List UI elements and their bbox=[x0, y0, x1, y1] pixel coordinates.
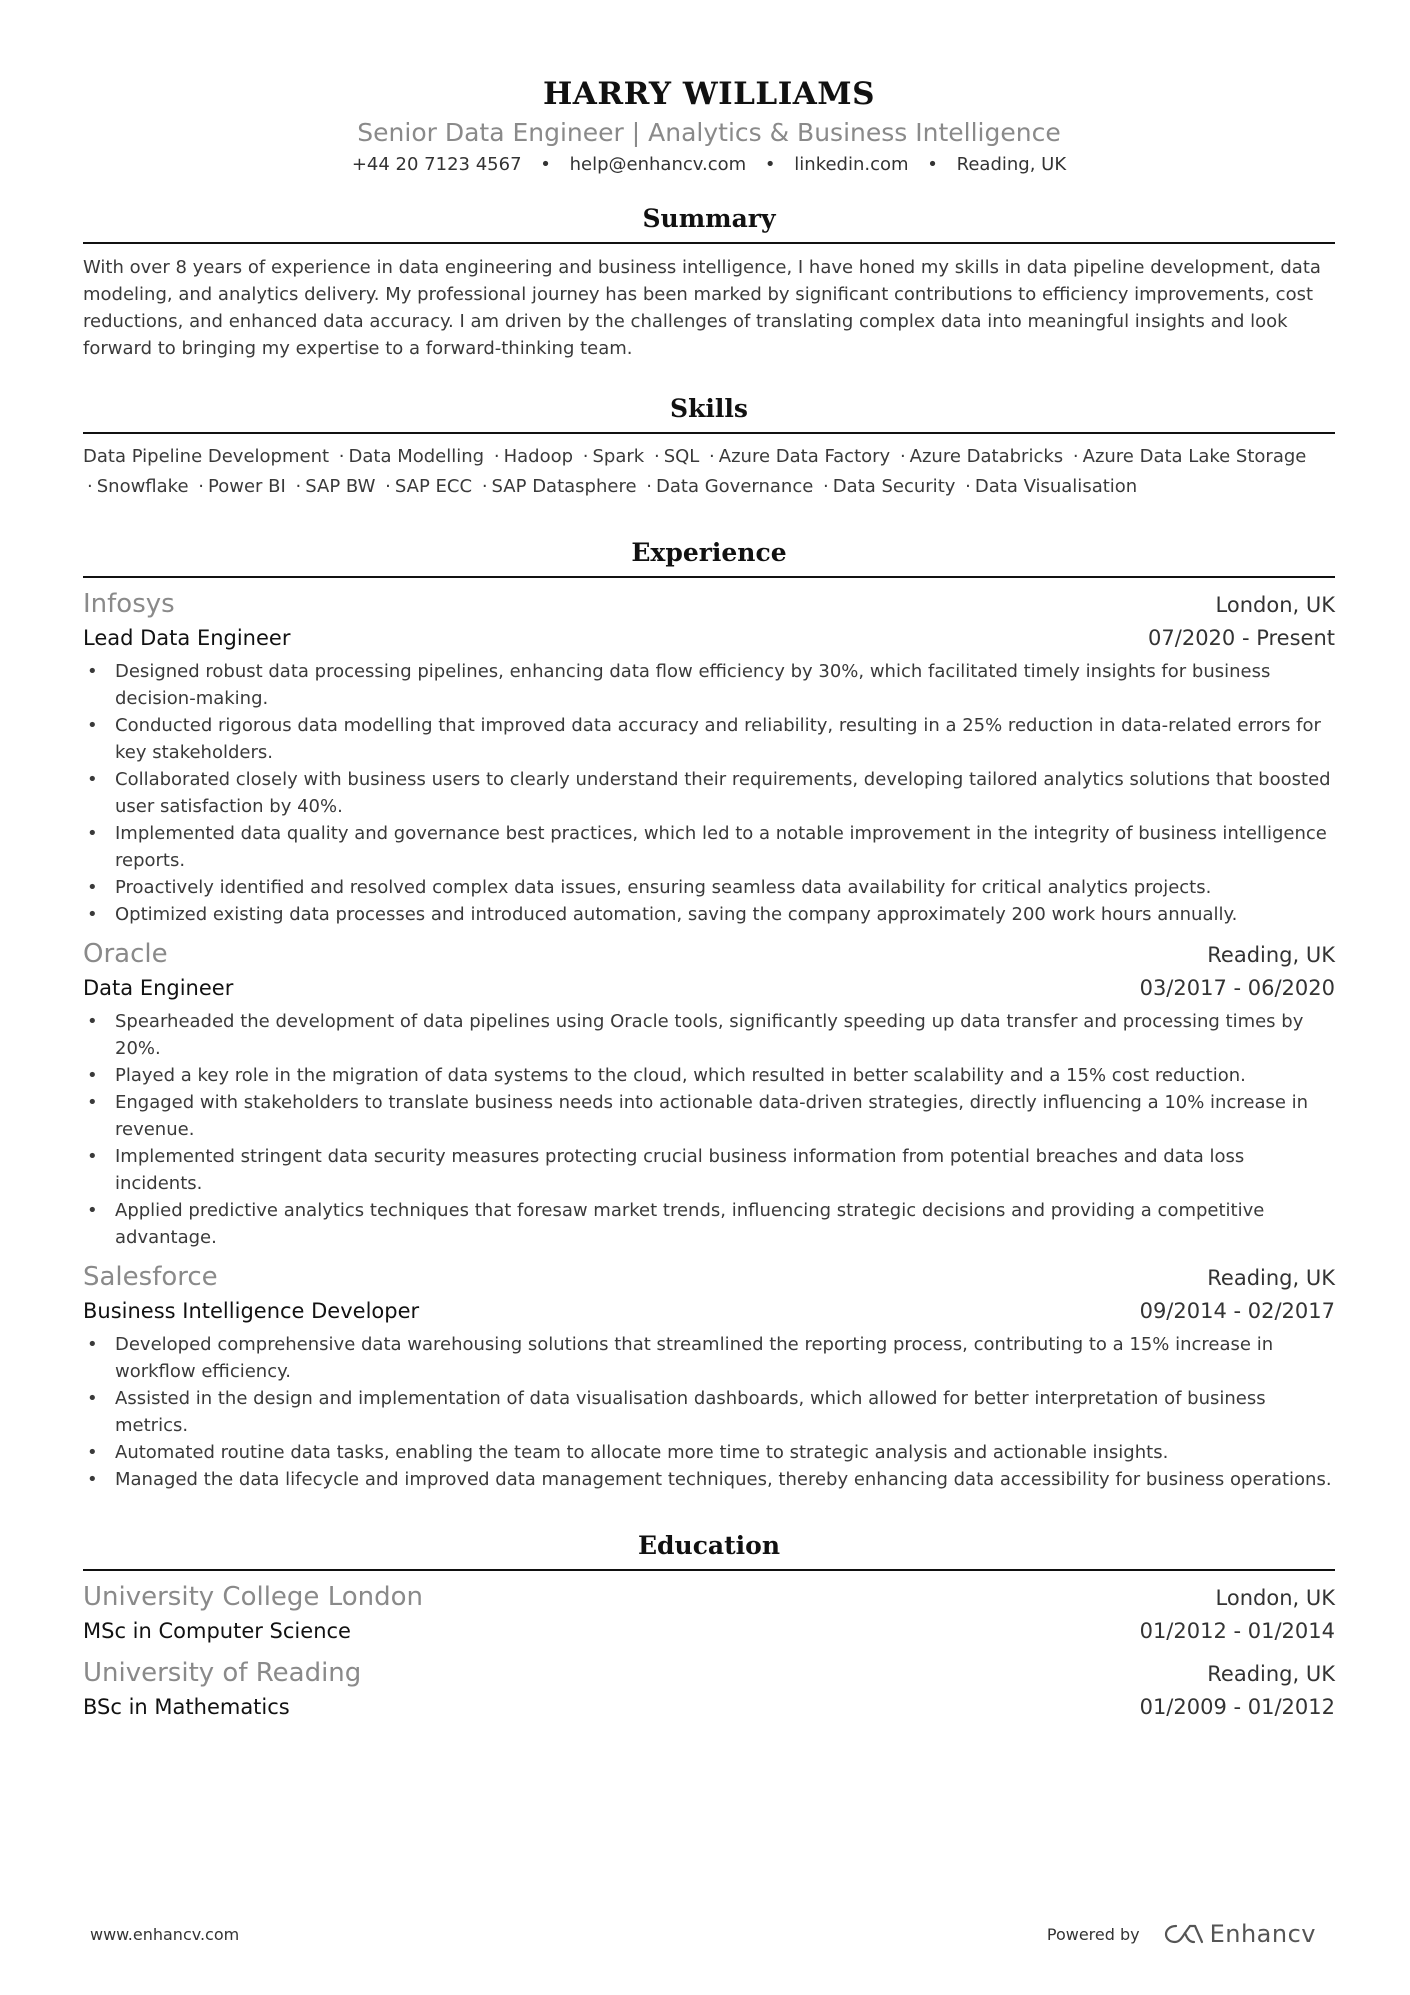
school-name: University College London bbox=[83, 1582, 423, 1612]
skill-item: SAP ECC bbox=[394, 476, 473, 497]
skill-item: SAP BW bbox=[305, 476, 376, 497]
skill-item: Spark bbox=[592, 446, 645, 467]
bullet-marker: • bbox=[87, 1146, 98, 1167]
skill-separator: · bbox=[709, 446, 715, 467]
education-degree-row bbox=[83, 1615, 1335, 1647]
skill-item: Snowflake bbox=[96, 476, 189, 497]
resume-page bbox=[83, 0, 1335, 1723]
skill-separator: · bbox=[493, 446, 500, 467]
achievement-text: Spearheaded the development of data pipelines using Oracle tools, significantly speeding up data transfer and processing times by 20%. bbox=[115, 1011, 1304, 1059]
skill-item: Azure Databricks bbox=[909, 446, 1064, 467]
bullet-marker: • bbox=[87, 1011, 98, 1032]
bullet-marker: • bbox=[87, 904, 98, 925]
achievement-item bbox=[83, 1008, 1335, 1062]
education-degree-row bbox=[83, 1691, 1335, 1723]
education-dates: 01/2009 - 01/2012 bbox=[1139, 1695, 1335, 1719]
achievement-text: Played a key role in the migration of data systems to the cloud, which resulted in better scalability and a 15% cost reduction. bbox=[115, 1065, 1246, 1086]
achievement-item bbox=[83, 874, 1335, 901]
enhancv-brand[interactable]: Enhancv bbox=[1209, 1920, 1316, 1948]
summary-text: With over 8 years of experience in data engineering and business intelligence, I have honed my skills in data pipeline development, data modeling, and analytics delivery. My professional journey has been marked by significant contributions to efficiency improvements, cost reductions, and enhanced data accuracy. I am driven by the challenges of translating complex data into meaningful insights and look forward to bringing my expertise to a forward-thinking team. bbox=[83, 257, 1321, 359]
achievement-item bbox=[83, 712, 1335, 766]
skill-separator: · bbox=[295, 476, 302, 497]
bullet-marker: • bbox=[87, 1469, 98, 1490]
bullet-marker: • bbox=[87, 1092, 98, 1113]
bullet-marker: • bbox=[87, 1200, 98, 1221]
skill-separator: · bbox=[481, 476, 488, 497]
school-name: University of Reading bbox=[83, 1658, 362, 1688]
enhancv-logo-icon bbox=[1164, 1922, 1204, 1946]
contact-separator: • bbox=[927, 154, 938, 175]
contact-phone: +44 20 7123 4567 bbox=[351, 154, 522, 175]
skill-separator: · bbox=[582, 446, 589, 467]
company-name: Oracle bbox=[83, 939, 168, 969]
achievement-item bbox=[83, 658, 1335, 712]
achievement-text: Proactively identified and resolved complex data issues, ensuring seamless data availability for critical analytics projects. bbox=[115, 877, 1212, 898]
education-header-row bbox=[83, 1655, 1335, 1691]
section-title-summary: Summary bbox=[83, 202, 1335, 244]
contact-separator: • bbox=[540, 154, 551, 175]
achievement-text: Collaborated closely with business users to clearly understand their requirements, developing tailored analytics solutions that boosted user satisfaction by 40%. bbox=[115, 769, 1331, 817]
company-name: Infosys bbox=[83, 589, 175, 619]
page-footer bbox=[90, 1920, 1316, 1948]
achievement-item bbox=[83, 766, 1335, 820]
experience-entry bbox=[83, 936, 1335, 1251]
experience-section bbox=[83, 536, 1335, 1493]
contact-email[interactable]: help@enhancv.com bbox=[569, 154, 747, 175]
job-location: Reading, UK bbox=[1207, 1266, 1335, 1290]
experience-list bbox=[83, 586, 1335, 1493]
job-title: Data Engineer bbox=[83, 976, 234, 1000]
experience-entry bbox=[83, 586, 1335, 928]
skill-item: Azure Data Lake Storage bbox=[1082, 446, 1307, 467]
bullet-marker: • bbox=[87, 715, 98, 736]
degree-name: MSc in Computer Science bbox=[83, 1619, 351, 1643]
achievement-text: Managed the data lifecycle and improved data management techniques, thereby enhancing data accessibility for business operations. bbox=[115, 1469, 1332, 1490]
job-title: Business Intelligence Developer bbox=[83, 1299, 420, 1323]
section-title-experience: Experience bbox=[83, 536, 1335, 578]
skill-item: Azure Data Factory bbox=[718, 446, 891, 467]
experience-header-row bbox=[83, 936, 1335, 972]
skill-separator: · bbox=[385, 476, 391, 497]
skill-separator: · bbox=[87, 476, 93, 497]
job-dates: 09/2014 - 02/2017 bbox=[1139, 1299, 1335, 1323]
bullet-marker: • bbox=[87, 823, 98, 844]
bullet-marker: • bbox=[87, 1442, 98, 1463]
skill-separator: · bbox=[646, 476, 653, 497]
achievement-item bbox=[83, 1062, 1335, 1089]
skill-separator: · bbox=[1072, 446, 1079, 467]
skill-item: SQL bbox=[663, 446, 700, 467]
education-entry bbox=[83, 1655, 1335, 1723]
job-location: Reading, UK bbox=[1207, 943, 1335, 967]
achievement-text: Assisted in the design and implementation of data visualisation dashboards, which allowed for better interpretation of business metrics. bbox=[115, 1388, 1266, 1436]
bullet-marker: • bbox=[87, 877, 98, 898]
education-list bbox=[83, 1579, 1335, 1723]
skills-section bbox=[83, 392, 1335, 502]
company-name: Salesforce bbox=[83, 1262, 218, 1292]
achievement-text: Applied predictive analytics techniques that foresaw market trends, influencing strategic decisions and providing a competitive advantage. bbox=[115, 1200, 1265, 1248]
achievement-item bbox=[83, 1331, 1335, 1385]
education-header-row bbox=[83, 1579, 1335, 1615]
section-title-skills: Skills bbox=[83, 392, 1335, 434]
achievement-list bbox=[83, 1331, 1335, 1493]
achievement-item bbox=[83, 1466, 1335, 1493]
education-dates: 01/2012 - 01/2014 bbox=[1139, 1619, 1335, 1643]
achievement-item bbox=[83, 820, 1335, 874]
experience-role-row bbox=[83, 972, 1335, 1004]
school-location: Reading, UK bbox=[1207, 1662, 1335, 1686]
achievement-text: Engaged with stakeholders to translate business needs into actionable data-driven strategies, directly influencing a 10% increase in revenue. bbox=[115, 1092, 1309, 1140]
job-dates: 07/2020 - Present bbox=[1148, 626, 1335, 650]
experience-entry bbox=[83, 1259, 1335, 1493]
achievement-text: Optimized existing data processes and introduced automation, saving the company approximately 200 work hours annually. bbox=[115, 904, 1238, 925]
achievement-item bbox=[83, 1385, 1335, 1439]
skill-item: Data Governance bbox=[656, 476, 814, 497]
footer-site-link[interactable]: www.enhancv.com bbox=[90, 1924, 240, 1944]
job-dates: 03/2017 - 06/2020 bbox=[1139, 976, 1335, 1000]
bullet-marker: • bbox=[87, 1334, 98, 1355]
skill-separator: · bbox=[823, 476, 829, 497]
section-title-education: Education bbox=[83, 1529, 1335, 1571]
school-location: London, UK bbox=[1215, 1586, 1335, 1610]
education-entry bbox=[83, 1579, 1335, 1647]
candidate-tagline: Senior Data Engineer | Analytics & Business Intelligence bbox=[357, 118, 1061, 147]
skill-item: Data Visualisation bbox=[974, 476, 1138, 497]
powered-by-label: Powered by bbox=[1046, 1924, 1140, 1944]
skill-separator: · bbox=[965, 476, 971, 497]
achievement-list bbox=[83, 658, 1335, 928]
skill-item: Data Modelling bbox=[348, 446, 485, 467]
bullet-marker: • bbox=[87, 661, 98, 682]
experience-role-row bbox=[83, 622, 1335, 654]
contact-linkedin[interactable]: linkedin.com bbox=[794, 154, 909, 175]
job-title: Lead Data Engineer bbox=[83, 626, 291, 650]
achievement-item bbox=[83, 1439, 1335, 1466]
experience-header-row bbox=[83, 1259, 1335, 1295]
resume-header bbox=[83, 0, 1335, 178]
skills-list bbox=[83, 442, 1335, 502]
powered-by bbox=[1047, 1920, 1316, 1948]
achievement-item bbox=[83, 1089, 1335, 1143]
achievement-text: Implemented data quality and governance best practices, which led to a notable improvement in the integrity of business intelligence reports. bbox=[115, 823, 1327, 871]
bullet-marker: • bbox=[87, 769, 98, 790]
experience-role-row bbox=[83, 1295, 1335, 1327]
skill-separator: · bbox=[198, 476, 204, 497]
education-section bbox=[83, 1529, 1335, 1723]
skill-separator: · bbox=[338, 446, 345, 467]
candidate-name: HARRY WILLIAMS bbox=[542, 76, 875, 112]
skill-item: Data Security bbox=[832, 476, 956, 497]
skill-item: Hadoop bbox=[503, 446, 574, 467]
achievement-text: Developed comprehensive data warehousing solutions that streamlined the reporting process, contributing to a 15% increase in workflow efficiency. bbox=[115, 1334, 1274, 1382]
achievement-text: Implemented stringent data security measures protecting crucial business information from potential breaches and data loss incidents. bbox=[115, 1146, 1245, 1194]
skill-item: Power BI bbox=[208, 476, 286, 497]
achievement-text: Automated routine data tasks, enabling the team to allocate more time to strategic analysis and actionable insights. bbox=[115, 1442, 1169, 1463]
achievement-list bbox=[83, 1008, 1335, 1251]
degree-name: BSc in Mathematics bbox=[83, 1695, 290, 1719]
summary-section bbox=[83, 202, 1335, 362]
achievement-text: Conducted rigorous data modelling that improved data accuracy and reliability, resulting in a 25% reduction in data-related errors for key stakeholders. bbox=[115, 715, 1321, 763]
skill-separator: · bbox=[899, 446, 906, 467]
contact-line bbox=[83, 152, 1335, 178]
achievement-item bbox=[83, 901, 1335, 928]
job-location: London, UK bbox=[1215, 593, 1335, 617]
skill-item: Data Pipeline Development bbox=[83, 446, 330, 467]
skill-separator: · bbox=[653, 446, 660, 467]
contact-separator: • bbox=[764, 154, 776, 175]
contact-location: Reading, UK bbox=[956, 154, 1067, 175]
experience-header-row bbox=[83, 586, 1335, 622]
achievement-item bbox=[83, 1197, 1335, 1251]
bullet-marker: • bbox=[87, 1065, 98, 1086]
achievement-text: Designed robust data processing pipelines, enhancing data flow efficiency by 30%, which facilitated timely insights for business decision-making. bbox=[115, 661, 1271, 709]
bullet-marker: • bbox=[87, 1388, 98, 1409]
skill-item: SAP Datasphere bbox=[491, 476, 637, 497]
achievement-item bbox=[83, 1143, 1335, 1197]
